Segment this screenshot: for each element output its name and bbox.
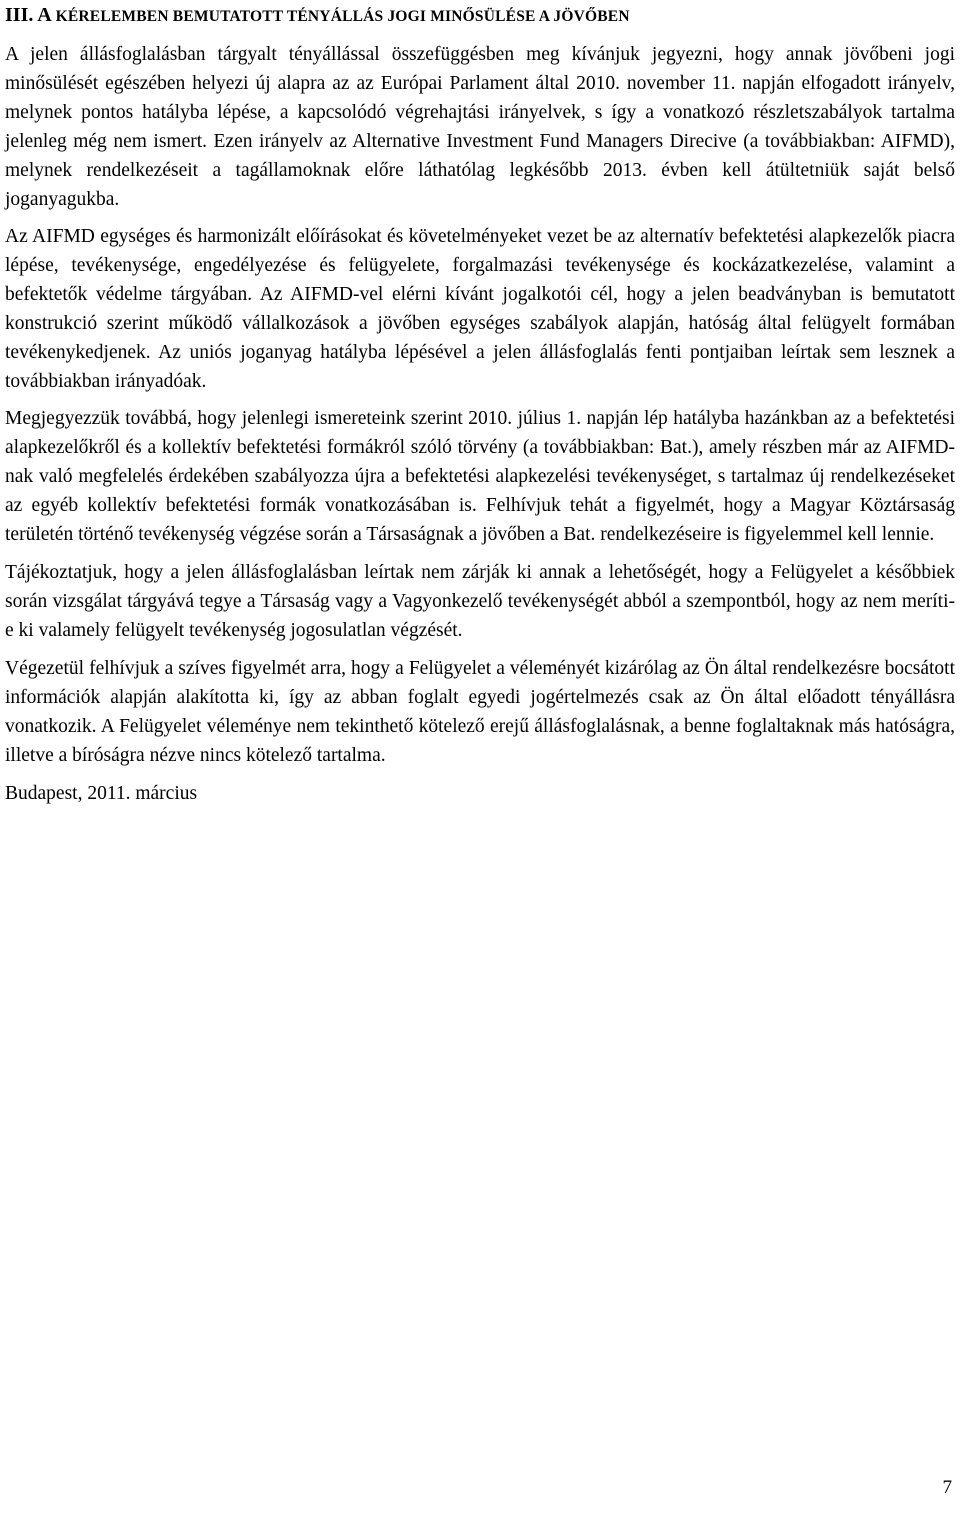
- paragraph-closing-note: Végezetül felhívjuk a szíves figyelmét arra, hogy a Felügyelet a véleményét kizárólag az Ön által rendelkezésre bocsátott információk alapján alakította ki, így az abban foglalt egyedi jogértelmezés csak az Ön által előadott tényállásra vonatkozik. A Felügyelet véleménye nem tekinthető kötelező erejű állásfoglalásnak, a benne foglaltaknak más hatóságra, illetve a bíróságra nézve nincs kötelező tartalma.: [5, 658, 955, 766]
- paragraph-supervision-notice: Tájékoztatjuk, hogy a jelen állásfoglalásban leírtak nem zárják ki annak a lehetőségét, hogy a Felügyelet a későbbiek során vizsgálat tárgyává tegye a Társaság vagy a Vagyonkezelő tevékenységét abból a szempontból, hogy az nem meríti-e ki valamely felügyelt tevékenység jogosulatlan végzését.: [5, 562, 955, 641]
- page-number: 7: [942, 1477, 952, 1498]
- section-number: III.: [5, 4, 34, 26]
- paragraph-aifmd-rules: Az AIFMD egységes és harmonizált előírásokat és követelményeket vezet be az alternatív befektetési alapkezelők piacra lépése, tevékenysége, engedélyezése és felügyelete, forgalmazási tevékenysége és kockázatkezelése, valamint a befektetők védelme tárgyában. Az AIFMD-vel elérni kívánt jogalkotói cél, hogy a jelen beadványban is bemutatott konstrukció szerint működő vállalkozások a jövőben egységes szabályok alapján, hatóság által felügyelt formában tevékenykedjenek. Az uniós joganyag hatályba lépésével a jelen állásfoglalás fenti pontjaiban leírtak sem lesznek a továbbiakban irányadóak.: [5, 226, 955, 392]
- paragraph-bat-law: Megjegyezzük továbbá, hogy jelenlegi ismereteink szerint 2010. július 1. napján lép hatályba hazánkban az a befektetési alapkezelőkről és a kollektív befektetési formákról szóló törvény (a továbbiakban: Bat.), amely részben már az AIFMD-nak való megfelelés érdekében szabályozza újra a befektetési alapkezelési tevékenységet, s tartalmaz új rendelkezéseket az egyéb kollektív befektetési formák vonatkozásában is. Felhívjuk tehát a figyelmét, hogy a Magyar Köztársaság területén történő tevékenység végzése során a Társaságnak a jövőben a Bat. rendelkezéseire is figyelemmel kell lennie.: [5, 408, 955, 545]
- paragraph-aifmd-directive: A jelen állásfoglalásban tárgyalt tényállással összefüggésben meg kívánjuk jegyezni, hogy annak jövőbeni jogi minősülését egészében helyezi új alapra az az Európai Parlament által 2010. november 11. napján elfogadott irányelv, melynek pontos hatályba lépése, a kapcsolódó végrehajtási irányelvek, s így a vonatkozó részletszabályok tartalma jelenleg még nem ismert. Ezen irányelv az Alternative Investment Fund Managers Direcive (a továbbiakban: AIFMD), melynek rendelkezéseit a tagállamoknak előre láthatólag legkésőbb 2013. évben kell átültetniük saját belső joganyagukba.: [5, 44, 955, 210]
- section-heading-text: KÉRELEMBEN BEMUTATOTT TÉNYÁLLÁS JOGI MINŐSÜLÉSE A JÖVŐBEN: [55, 8, 630, 25]
- place-and-date: Budapest, 2011. március: [5, 783, 198, 804]
- section-heading-lead-letter: A: [37, 4, 51, 26]
- section-heading: [5, 0, 955, 30]
